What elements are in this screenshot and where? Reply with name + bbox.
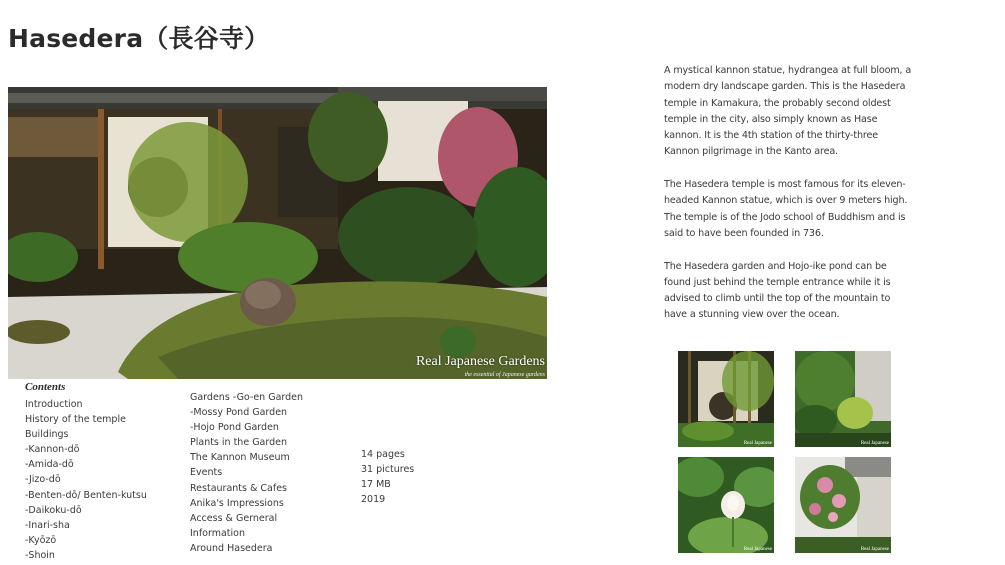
- list-item: Gardens -Go-en Garden: [190, 392, 304, 403]
- list-item: -Kyōzō: [25, 534, 57, 546]
- list-item: Access & Gerneral: [190, 512, 278, 524]
- thumbnail-bamboo-garden[interactable]: [678, 351, 774, 447]
- thumbnail-lotus-leaves[interactable]: [795, 351, 891, 447]
- description: [664, 63, 914, 340]
- page-title: Hasedera（長谷寺）: [8, 23, 270, 53]
- picture-count: 31 pictures: [361, 464, 415, 476]
- thumbnail-watermark: Real Japanese: [743, 441, 772, 446]
- thumbnail-crepe-myrtle[interactable]: [795, 457, 891, 553]
- contents-heading: Contents: [25, 381, 66, 393]
- hero-watermark-subtitle: the essential of Japanese gardens: [464, 372, 545, 378]
- list-item: -Kannon-dō: [25, 444, 80, 456]
- list-item: Introduction: [25, 399, 83, 410]
- list-item: -Daikoku-dō: [25, 504, 82, 516]
- list-item: The Kannon Museum: [190, 452, 290, 464]
- contents-list-right: [190, 390, 303, 556]
- list-item: Anika's Impressions: [190, 497, 284, 509]
- thumbnail-watermark: Real Japanese: [860, 441, 889, 446]
- description-paragraph: The Hasedera garden and Hojo-ike pond can be found just behind the temple entrance while it is advised to climb until the top of the mountain to have a stunning view over the ocean.: [664, 260, 891, 321]
- list-item: -Jizo-dō: [25, 474, 61, 486]
- list-item: Information: [190, 527, 245, 539]
- thumbnail-watermark: Real Japanese: [743, 547, 772, 552]
- list-item: -Benten-dō/ Benten-kutsu: [25, 489, 147, 501]
- thumbnail-watermark: Real Japanese: [860, 547, 889, 552]
- hero-watermark: Real Japanese Gardens: [415, 354, 545, 369]
- ebook-info: [361, 447, 414, 507]
- file-size: 17 MB: [361, 479, 391, 491]
- list-item: -Inari-sha: [25, 519, 70, 531]
- thumbnail-lotus-flower[interactable]: [678, 457, 774, 553]
- contents-list-left: [25, 397, 147, 563]
- list-item: History of the temple: [25, 414, 126, 426]
- list-item: Plants in the Garden: [190, 437, 288, 449]
- list-item: Buildings: [25, 429, 69, 441]
- list-item: Around Hasedera: [190, 542, 273, 554]
- publication-year: 2019: [361, 494, 386, 506]
- list-item: -Shoin: [25, 549, 55, 561]
- description-paragraph: A mystical kannon statue, hydrangea at full bloom, a modern dry landscape garden. This is the Hasedera temple in Kamakura, the probably second oldest temple in the city, also simply known as Hase kannon. It is the 4th station of the thirty-three Kannon pilgrimage in the Kanto area.: [664, 65, 912, 158]
- list-item: -Hojo Pond Garden: [190, 422, 279, 434]
- list-item: Restaurants & Cafes: [190, 482, 287, 494]
- page-count: 14 pages: [361, 449, 405, 460]
- hero-garden-photo[interactable]: [8, 87, 547, 379]
- list-item: -Amida-dō: [25, 459, 74, 471]
- list-item: -Mossy Pond Garden: [190, 407, 288, 419]
- description-paragraph: The Hasedera temple is most famous for its eleven-headed Kannon statue, which is over 9 meters high. The temple is of the Jodo school of Buddhism and is said to have been founded in 736.: [664, 179, 908, 239]
- list-item: Events: [190, 467, 223, 479]
